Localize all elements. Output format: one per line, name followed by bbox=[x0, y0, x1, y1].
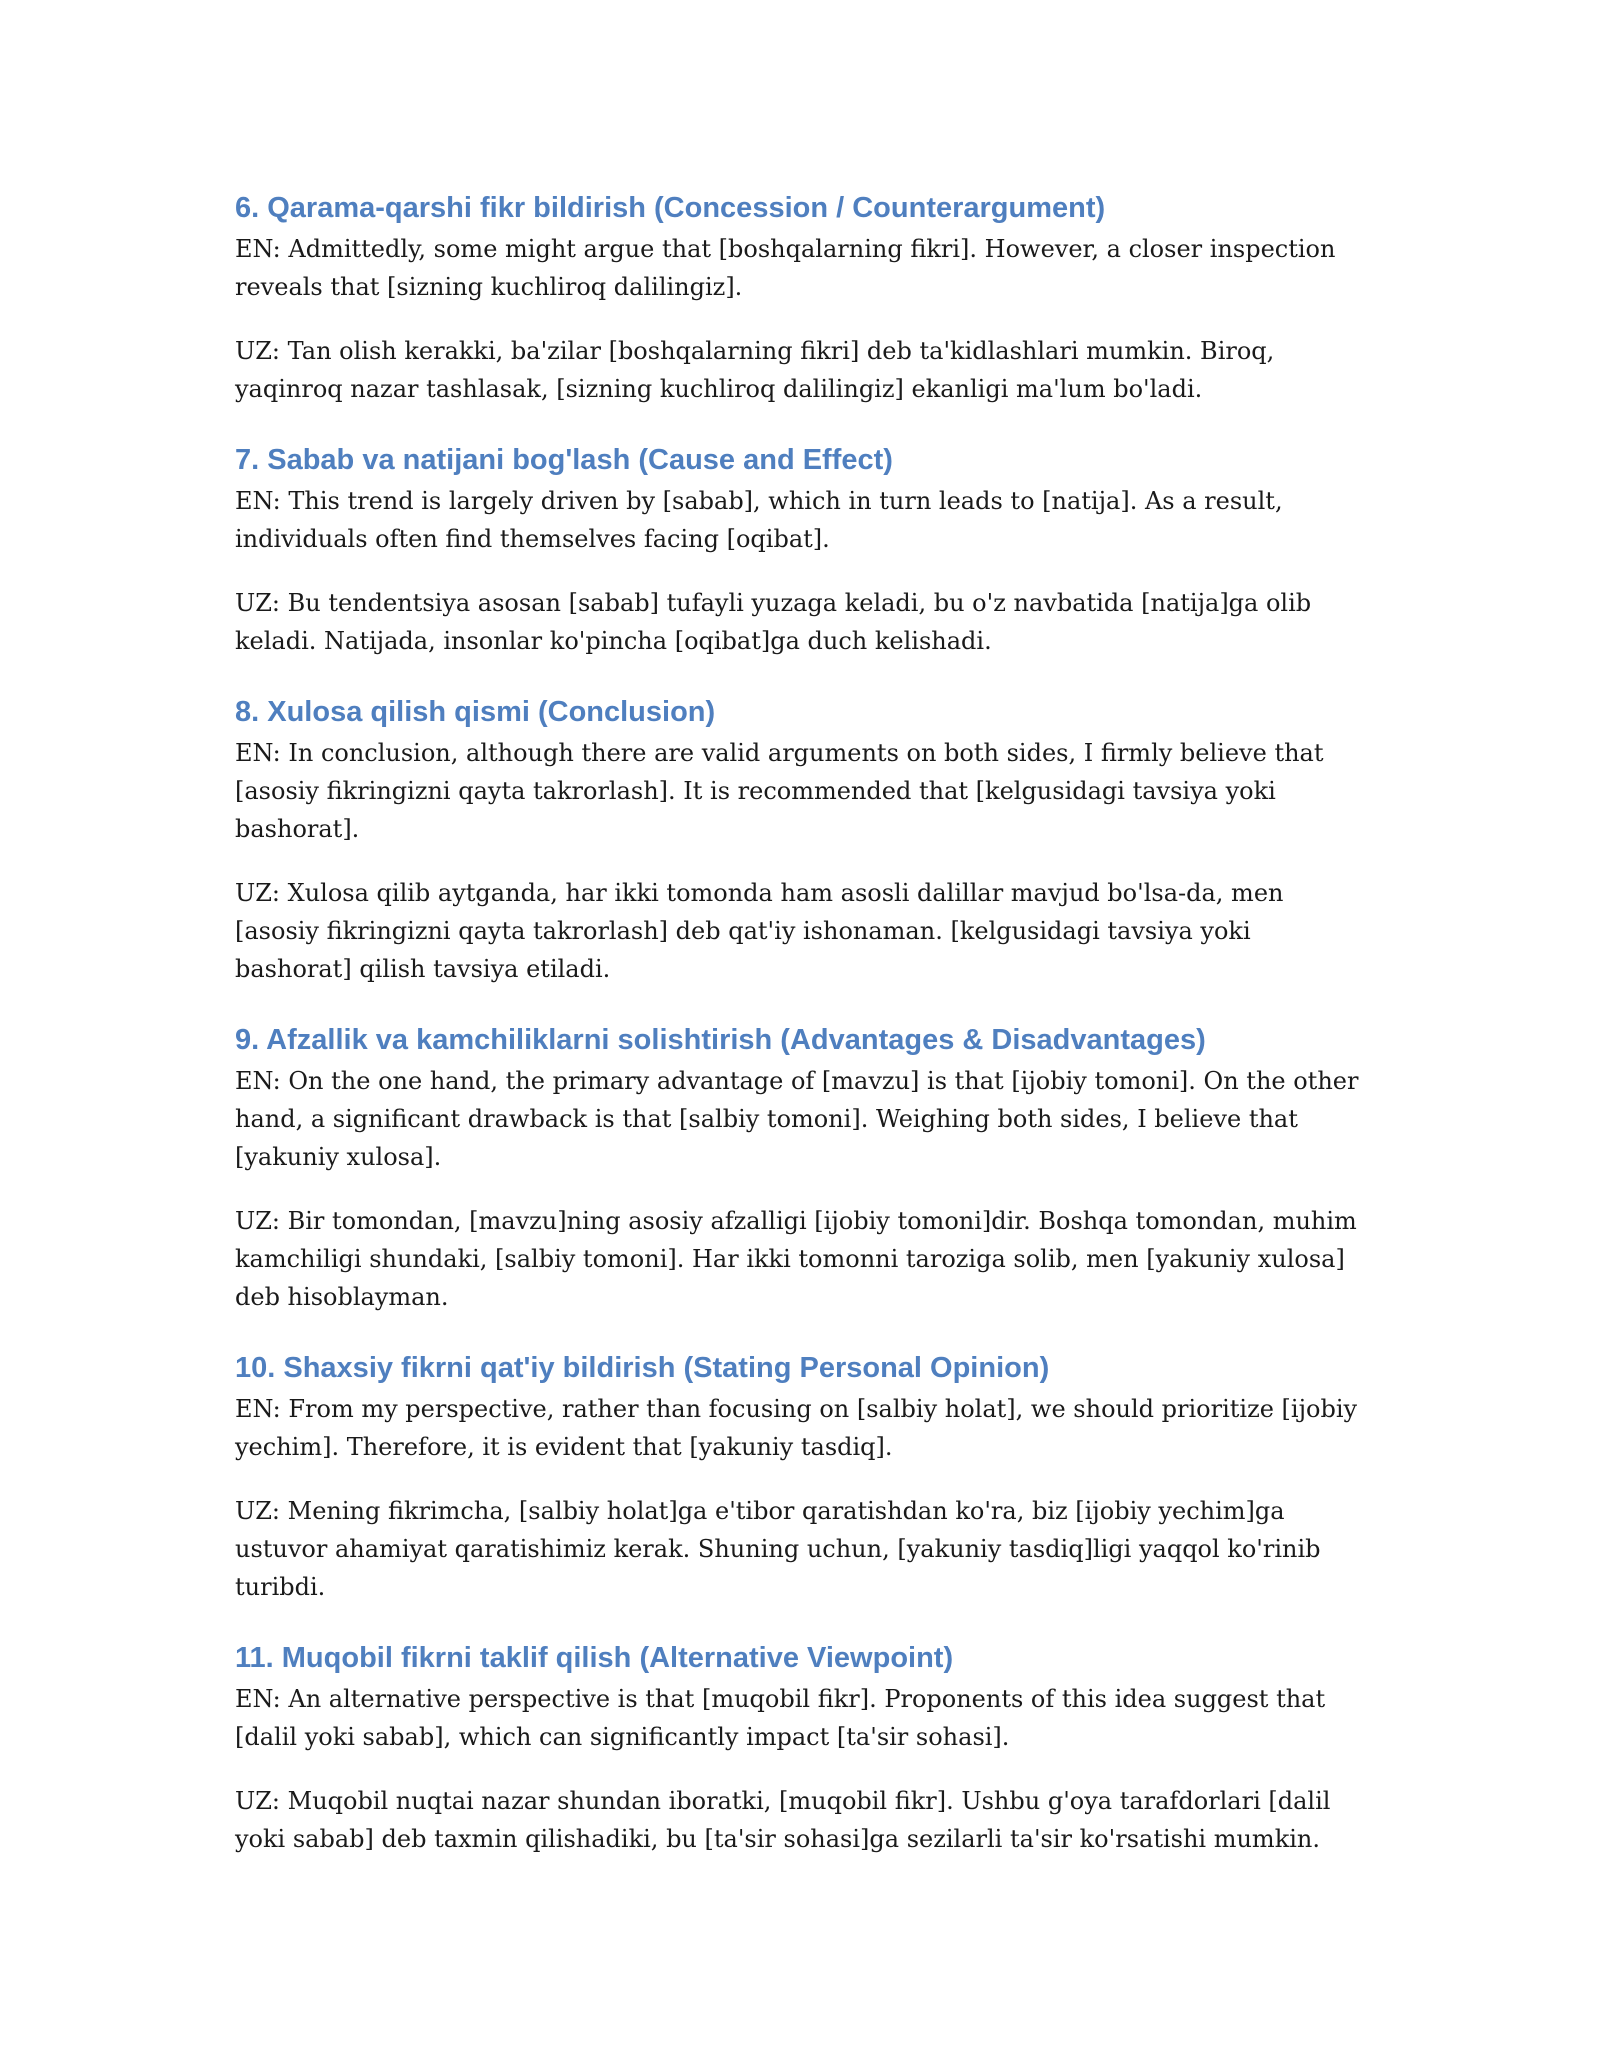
section-conclusion bbox=[235, 692, 1365, 988]
english-paragraph: EN: From my perspective, rather than focusing on [salbiy holat], we should prioritize [ijobiy yechim]. Therefore, it is evident that [yakuniy tasdiq]. bbox=[235, 1395, 1358, 1461]
uzbek-paragraph: UZ: Bir tomondan, [mavzu]ning asosiy afzalligi [ijobiy tomoni]dir. Boshqa tomondan, muhim kamchiligi shundaki, [salbiy tomoni]. Har ikki tomonni taroziga solib, men [yakuniy xulosa] deb hisoblayman. bbox=[235, 1207, 1357, 1311]
section-advantages-disadvantages bbox=[235, 1020, 1365, 1316]
uzbek-paragraph: UZ: Muqobil nuqtai nazar shundan iboratki, [muqobil fikr]. Ushbu g'oya tarafdorlari [dalil yoki sabab] deb taxmin qilishadiki, bu [ta'sir sohasi]ga sezilarli ta'sir ko'rsatishi mumkin. bbox=[235, 1787, 1331, 1853]
english-paragraph: EN: Admittedly, some might argue that [boshqalarning fikri]. However, a closer inspection reveals that [sizning kuchliroq dalilingiz]. bbox=[235, 235, 1336, 301]
section-heading: 7. Sabab va natijani bog'lash (Cause and Effect) bbox=[235, 444, 893, 476]
english-paragraph: EN: An alternative perspective is that [muqobil fikr]. Proponents of this idea suggest that [dalil yoki sabab], which can significantly impact [ta'sir sohasi]. bbox=[235, 1685, 1326, 1751]
uzbek-paragraph: UZ: Bu tendentsiya asosan [sabab] tufayli yuzaga keladi, bu o'z navbatida [natija]ga olib keladi. Natijada, insonlar ko'pincha [oqibat]ga duch kelishadi. bbox=[235, 589, 1312, 655]
document-page bbox=[235, 188, 1365, 1890]
english-paragraph: EN: On the one hand, the primary advantage of [mavzu] is that [ijobiy tomoni]. On the other hand, a significant drawback is that [salbiy tomoni]. Weighing both sides, I believe that [yakuniy xulosa]. bbox=[235, 1067, 1359, 1171]
section-heading: 10. Shaxsiy fikrni qat'iy bildirish (Stating Personal Opinion) bbox=[235, 1352, 1050, 1384]
uzbek-paragraph: UZ: Mening fikrimcha, [salbiy holat]ga e'tibor qaratishdan ko'ra, biz [ijobiy yechim]ga ustuvor ahamiyat qaratishimiz kerak. Shuning uchun, [yakuniy tasdiq]ligi yaqqol ko'rinib turibdi. bbox=[235, 1497, 1321, 1601]
section-cause-effect bbox=[235, 440, 1365, 660]
uzbek-paragraph: UZ: Xulosa qilib aytganda, har ikki tomonda ham asosli dalillar mavjud bo'lsa-da, men [asosiy fikringizni qayta takrorlash] deb qat'iy ishonaman. [kelgusidagi tavsiya yoki bashorat] qilish tavsiya etiladi. bbox=[235, 879, 1284, 983]
english-paragraph: EN: In conclusion, although there are valid arguments on both sides, I firmly believe that [asosiy fikringizni qayta takrorlash]. It is recommended that [kelgusidagi tavsiya yoki bashorat]. bbox=[235, 739, 1324, 843]
section-concession bbox=[235, 188, 1365, 408]
uzbek-paragraph: UZ: Tan olish kerakki, ba'zilar [boshqalarning fikri] deb ta'kidlashlari mumkin. Biroq, yaqinroq nazar tashlasak, [sizning kuchliroq dalilingiz] ekanligi ma'lum bo'ladi. bbox=[235, 337, 1275, 403]
section-heading: 11. Muqobil fikrni taklif qilish (Alternative Viewpoint) bbox=[235, 1642, 954, 1674]
section-alternative-viewpoint bbox=[235, 1638, 1365, 1858]
section-personal-opinion bbox=[235, 1348, 1365, 1606]
section-heading: 9. Afzallik va kamchiliklarni solishtirish (Advantages & Disadvantages) bbox=[235, 1024, 1206, 1056]
section-heading: 8. Xulosa qilish qismi (Conclusion) bbox=[235, 696, 716, 728]
section-heading: 6. Qarama-qarshi fikr bildirish (Concession / Counterargument) bbox=[235, 192, 1106, 224]
english-paragraph: EN: This trend is largely driven by [sabab], which in turn leads to [natija]. As a result, individuals often find themselves facing [oqibat]. bbox=[235, 487, 1283, 553]
